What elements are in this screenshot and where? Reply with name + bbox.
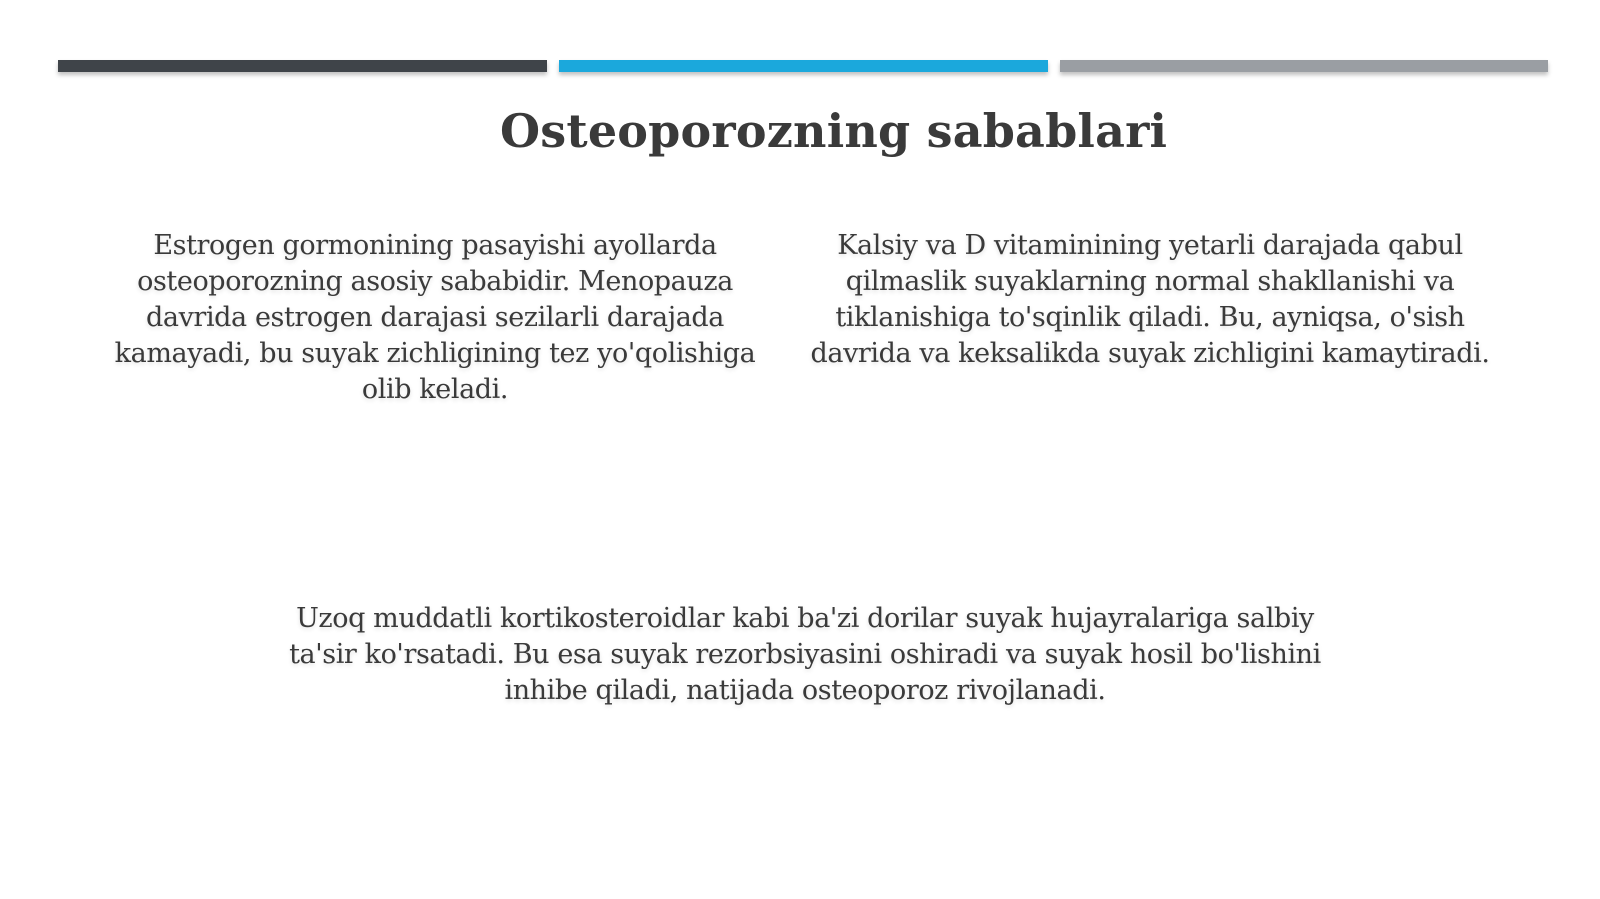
cause-calcium-vitamin-d-text: Kalsiy va D vitaminining yetarli darajada qabul qilmaslik suyaklarning normal shakllanishi va tiklanishiga to'sqinlik qiladi. Bu, ayniqsa, o'sish davrida va keksalikda suyak zichligini kamaytiradi. xyxy=(810,230,1490,369)
cause-estrogen-text: Estrogen gormonining pasayishi ayollarda osteoporozning asosiy sababidir. Menopauza davrida estrogen darajasi sezilarli darajada kamayadi, bu suyak zichligining tez yo'qolishiga olib keladi. xyxy=(114,230,756,405)
accent-bar-blue xyxy=(559,60,1048,72)
accent-bar-dark xyxy=(58,60,547,72)
cause-medications-text: Uzoq muddatli kortikosteroidlar kabi ba'zi dorilar suyak hujayralariga salbiy ta'sir ko'rsatadi. Bu esa suyak rezorbsiyasini oshiradi va suyak hosil bo'lishini inhibe qiladi, natijada osteoporoz rivojlanadi. xyxy=(289,603,1321,706)
accent-bar-gray xyxy=(1060,60,1548,72)
slide-title: Osteoporozning sabablari xyxy=(500,104,1168,158)
